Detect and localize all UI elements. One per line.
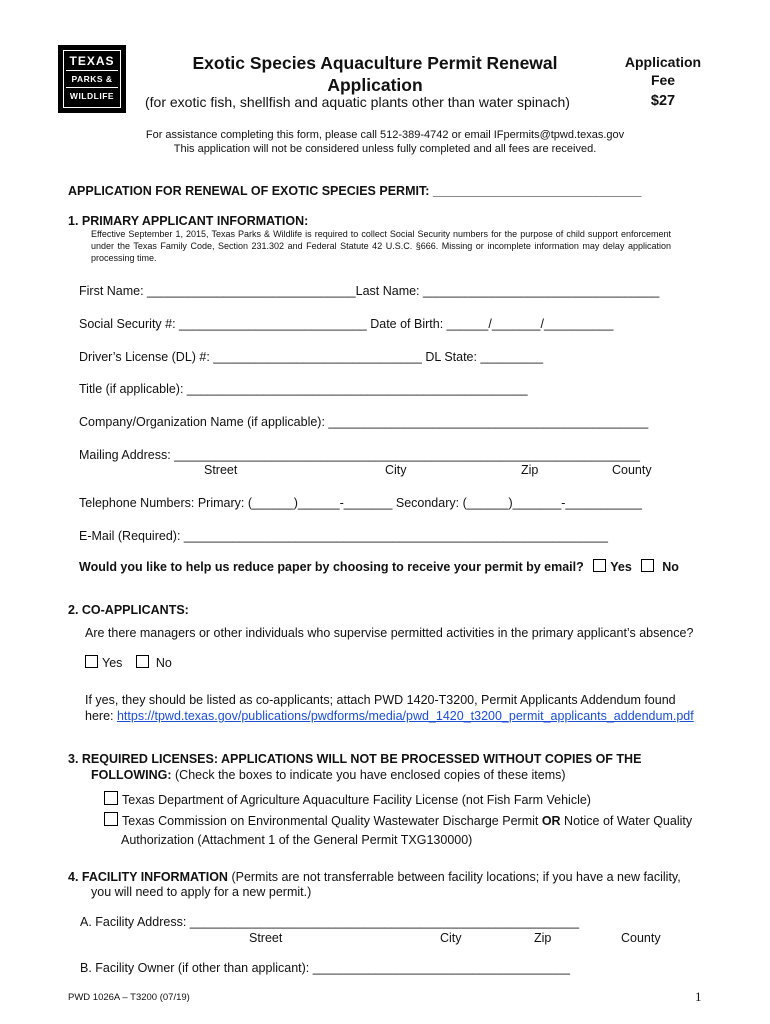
fee-label-2: Fee (650, 72, 676, 88)
form-title: Exotic Species Aquaculture Permit Renewal Application (192, 53, 558, 95)
tda-license-checkbox[interactable] (104, 791, 118, 805)
co-applicant-no-label: No (155, 656, 172, 670)
address-street-label: Street (204, 463, 238, 477)
email-no-checkbox[interactable] (641, 559, 654, 572)
address-zip-label: Zip (521, 463, 539, 477)
tceq-label-b: Notice of Water Quality (560, 814, 693, 828)
license-item-1 (104, 791, 591, 807)
address-city-label: City (385, 463, 407, 477)
email-permit-question (79, 559, 679, 574)
co-applicant-question: Are there managers or other individuals who supervise permitted activities in the primary applicant’s absence? (85, 626, 694, 640)
co-applicant-yes-label: Yes (102, 656, 123, 670)
tpwd-logo (58, 45, 126, 113)
tceq-label-a: Texas Commission on Environmental Quality Wastewater Discharge Permit (122, 814, 542, 828)
logo-line-1: TEXAS (69, 54, 115, 68)
co-applicant-no-checkbox[interactable] (136, 655, 149, 668)
logo-line-3: WILDLIFE (69, 91, 115, 101)
email-field[interactable]: E-Mail (Required): _____________________________________________________________ (79, 529, 608, 543)
section-4-note-line-2: you will need to apply for a new permit.) (91, 885, 312, 899)
telephone-fields[interactable]: Telephone Numbers: Primary: (______)______-_______ Secondary: (______)_______-___________ (79, 496, 642, 510)
notice-text: This application will not be considered unless fully completed and all fees are received. (173, 143, 597, 155)
facility-county-label: County (621, 931, 661, 945)
co-applicant-link-line (85, 709, 694, 723)
fee-label-1: Application (624, 54, 702, 70)
facility-owner-field[interactable]: B. Facility Owner (if other than applicant): _____________________________________ (80, 961, 570, 975)
section-3-subheading (91, 768, 566, 782)
assistance-text: For assistance completing this form, please call 512-389-4742 or email IFpermits@tpwd.texas.gov (145, 129, 625, 141)
company-field[interactable]: Company/Organization Name (if applicable): ______________________________________________ (79, 415, 649, 429)
section-4-title: 4. FACILITY INFORMATION (68, 870, 228, 884)
co-applicant-options (85, 655, 172, 670)
email-yes-checkbox[interactable] (593, 559, 606, 572)
facility-address-field[interactable]: A. Facility Address: ________________________________________________________ (80, 915, 580, 929)
section-4-heading (68, 870, 681, 884)
section-3-following: FOLLOWING: (91, 768, 172, 782)
drivers-license-fields[interactable]: Driver’s License (DL) #: ______________________________ DL State: _________ (79, 350, 544, 364)
co-applicant-yes-checkbox[interactable] (85, 655, 98, 668)
section-2-heading: 2. CO-APPLICANTS: (68, 603, 189, 617)
tceq-permit-checkbox[interactable] (104, 812, 118, 826)
facility-city-label: City (440, 931, 462, 945)
section-3-instruction: (Check the boxes to indicate you have enclosed copies of these items) (171, 768, 566, 782)
address-county-label: County (612, 463, 652, 477)
section-3-heading: 3. REQUIRED LICENSES: APPLICATIONS WILL NOT BE PROCESSED WITHOUT COPIES OF THE (68, 752, 642, 766)
section-4-note: (Permits are not transferrable between facility locations; if you have a new facility, (227, 870, 681, 884)
mailing-address-field[interactable]: Mailing Address: ___________________________________________________________________ (79, 448, 640, 462)
form-subtitle: (for exotic fish, shellfish and aquatic plants other than water spinach) (145, 94, 570, 110)
renewal-permit-field[interactable]: APPLICATION FOR RENEWAL OF EXOTIC SPECIES PERMIT: ______________________________ (68, 184, 642, 198)
license-item-2 (104, 812, 692, 828)
email-question-text: Would you like to help us reduce paper by choosing to receive your permit by email? (79, 560, 584, 574)
page-number: 1 (695, 989, 702, 1004)
tceq-label-c: Authorization (Attachment 1 of the General Permit TXG130000) (121, 833, 473, 847)
tda-license-label: Texas Department of Agriculture Aquaculture Facility License (not Fish Farm Vehicle) (122, 793, 591, 807)
tceq-label-or: OR (541, 814, 561, 828)
email-no-label: No (662, 560, 679, 574)
section-1-heading: 1. PRIMARY APPLICANT INFORMATION: (68, 214, 309, 228)
ssn-dob-fields[interactable]: Social Security #: ___________________________ Date of Birth: ______/_______/__________ (79, 317, 614, 331)
facility-street-label: Street (249, 931, 283, 945)
email-yes-label: Yes (610, 560, 632, 574)
title-field[interactable]: Title (if applicable): _________________________________________________ (79, 382, 528, 396)
form-id: PWD 1026A – T3200 (07/19) (68, 992, 190, 1003)
logo-line-2: PARKS & (71, 74, 113, 84)
co-applicant-note: If yes, they should be listed as co-applicants; attach PWD 1420-T3200, Permit Applicants Addendum found (85, 693, 676, 707)
facility-zip-label: Zip (534, 931, 552, 945)
link-prefix: here: (85, 709, 117, 723)
ssn-disclaimer: Effective September 1, 2015, Texas Parks & Wildlife is required to collect Social Security numbers for the purpose of child support enforcement under the Texas Family Code, Section 231.302 and Federal Statute 42 U.S.C. §666. Missing or incomplete information may delay application processing time. (91, 229, 671, 263)
fee-amount: $27 (650, 93, 676, 109)
addendum-link[interactable]: https://tpwd.texas.gov/publications/pwdforms/media/pwd_1420_t3200_permit_applicants_addendum.pdf (116, 709, 694, 723)
name-fields[interactable]: First Name: ______________________________Last Name: __________________________________ (79, 284, 660, 298)
